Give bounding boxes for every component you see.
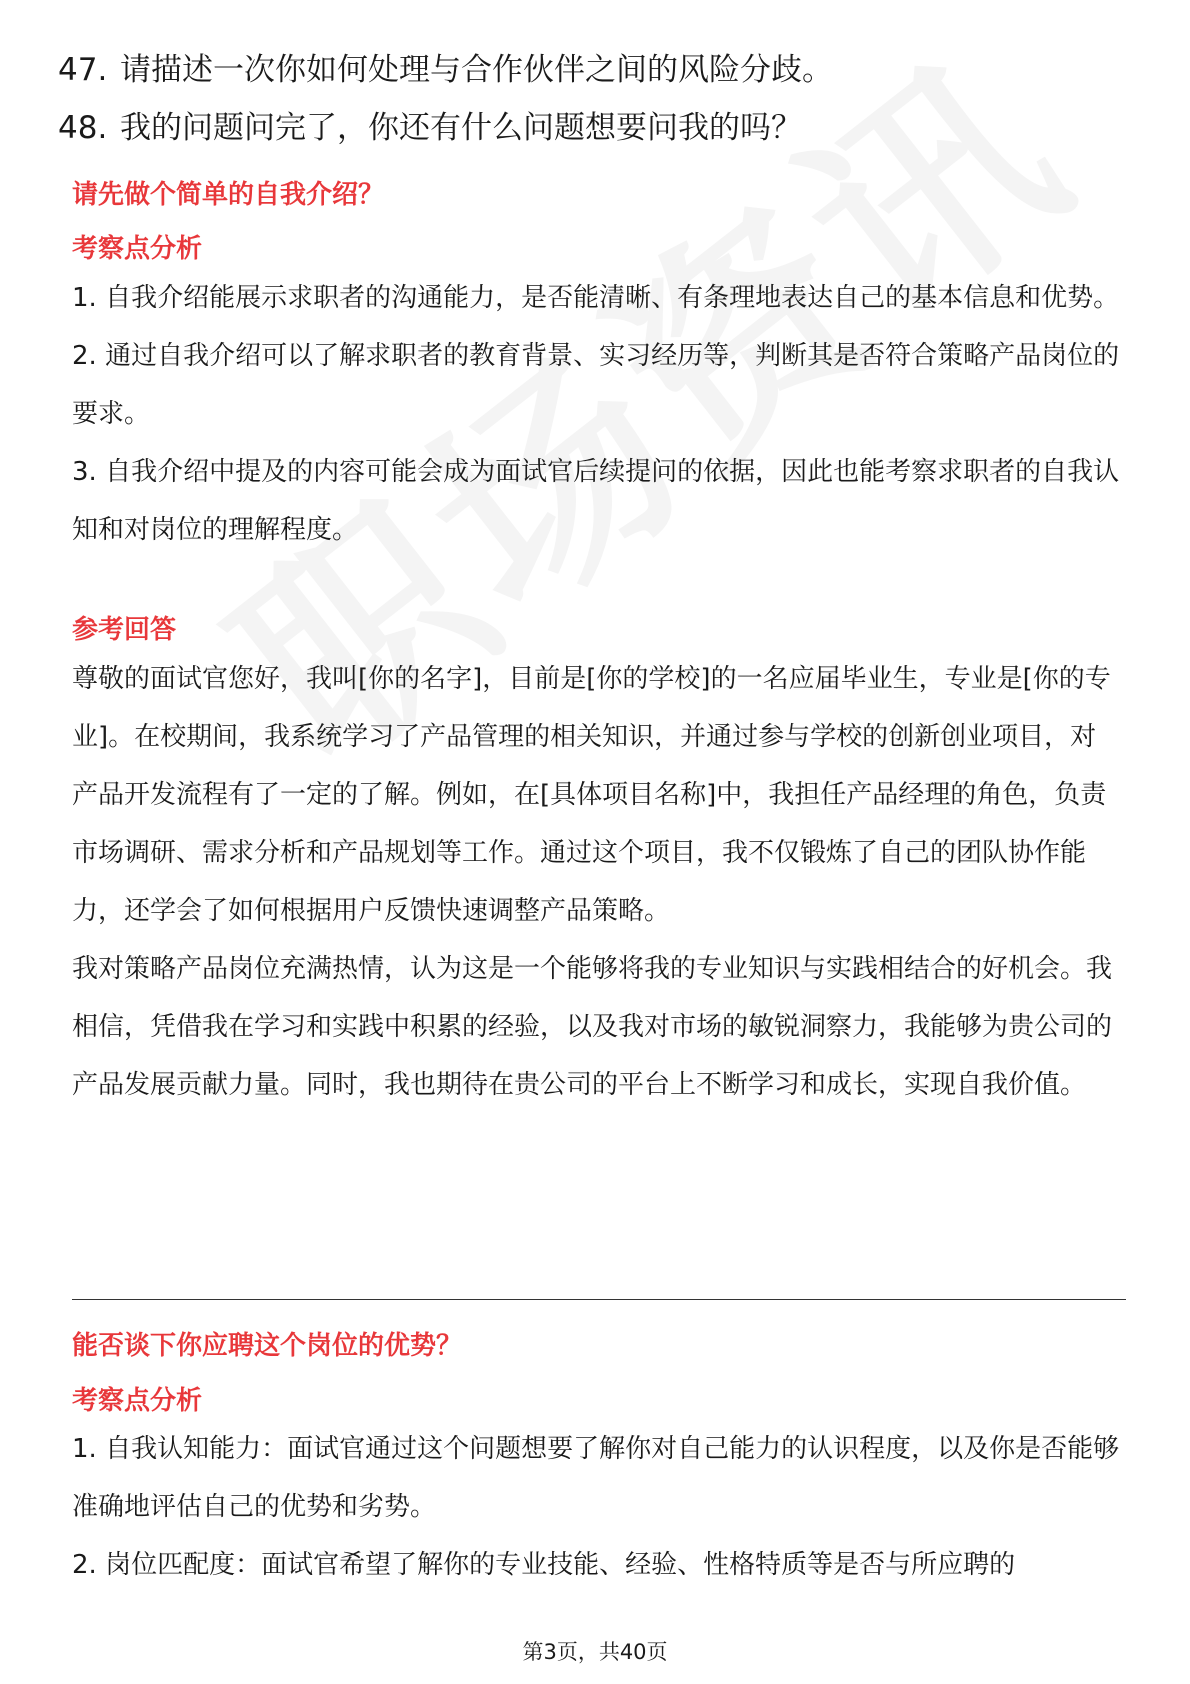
section-title: 能否谈下你应聘这个岗位的优势？ — [72, 1331, 463, 1361]
question-47 — [58, 50, 833, 90]
analysis-item: 3. 自我介绍中提及的内容可能会成为面试官后续提问的依据，因此也能考察求职者的自我认知和对岗位的理解程度。 — [72, 457, 1120, 545]
question-text: 我的问题问完了，你还有什么问题想要问我的吗？ — [120, 110, 802, 146]
question-text: 请描述一次你如何处理与合作伙伴之间的风险分歧。 — [120, 52, 833, 88]
answer-text — [72, 650, 1122, 1114]
answer-paragraph: 尊敬的面试官您好，我叫[你的名字]，目前是[你的学校]的一名应届毕业生，专业是[你的专业]。在校期间，我系统学习了产品管理的相关知识，并通过参与学校的创新创业项目，对产品开发流程有了一定的了解。例如，在[具体项目名称]中，我担任产品经理的角色，负责市场调研、需求分析和产品规划等工作。通过这个项目，我不仅锻炼了自己的团队协作能力，还学会了如何根据用户反馈快速调整产品策略。 — [72, 664, 1111, 926]
section-title: 请先做个简单的自我介绍？ — [72, 180, 385, 210]
question-number: 48. — [58, 110, 108, 146]
answer-heading: 参考回答 — [72, 615, 177, 645]
analysis-heading: 考察点分析 — [72, 1386, 203, 1416]
question-number: 47. — [58, 52, 108, 88]
analysis-list — [72, 269, 1122, 559]
analysis-item: 1. 自我介绍能展示求职者的沟通能力，是否能清晰、有条理地表达自己的基本信息和优势。 — [72, 283, 1120, 313]
page-number: 第3页，共40页 — [522, 1640, 668, 1664]
analysis-item: 2. 岗位匹配度：面试官希望了解你的专业技能、经验、性格特质等是否与所应聘的 — [72, 1550, 1016, 1580]
question-48 — [58, 108, 802, 148]
divider — [72, 1299, 1126, 1300]
analysis-heading: 考察点分析 — [72, 234, 203, 264]
answer-paragraph: 我对策略产品岗位充满热情，认为这是一个能够将我的专业知识与实践相结合的好机会。我相信，凭借我在学习和实践中积累的经验，以及我对市场的敏锐洞察力，我能够为贵公司的产品发展贡献力量。同时，我也期待在贵公司的平台上不断学习和成长，实现自我价值。 — [72, 954, 1113, 1100]
analysis-item: 1. 自我认知能力：面试官通过这个问题想要了解你对自己能力的认识程度，以及你是否能够准确地评估自己的优势和劣势。 — [72, 1434, 1120, 1522]
analysis-list — [72, 1420, 1122, 1594]
analysis-item: 2. 通过自我介绍可以了解求职者的教育背景、实习经历等，判断其是否符合策略产品岗位的要求。 — [72, 341, 1120, 429]
